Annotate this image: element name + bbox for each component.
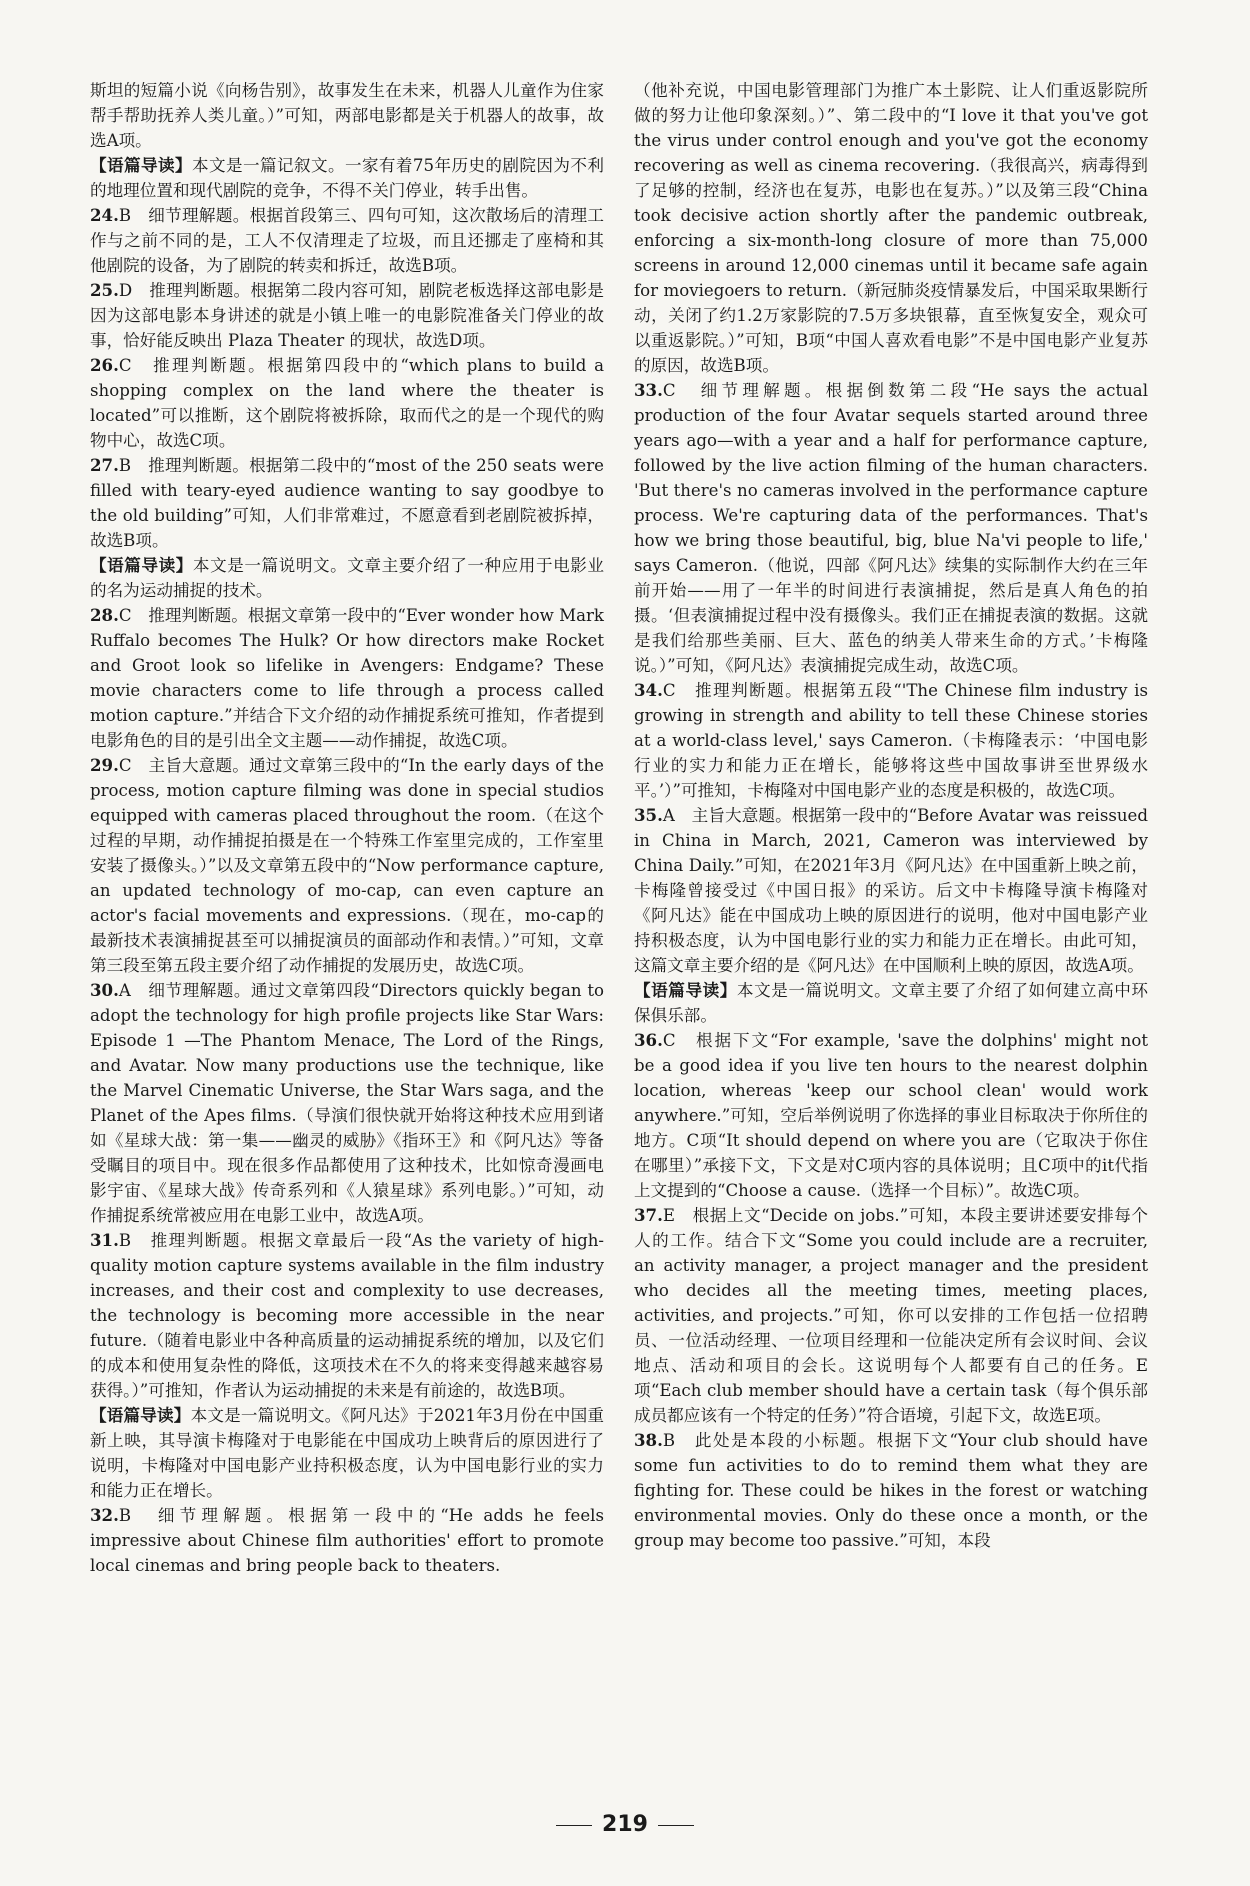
paragraph <box>634 1428 1148 1553</box>
paragraph-heading: 37. <box>634 1205 663 1225</box>
paragraph-text: C 根据下文“For example, 'save the dolphins' might not be a good idea if you live ten hours to the nearest dolphin location, whereas 'keep our school clean' would work anywhere.”可知，空后举例说明了你选择的事业目标取决于你所住的地方。C项“It should depend on where you are（它取决于你住在哪里）”承接下文，下文是对C项内容的具体说明；且C项中的it代指上文提到的“Choose a cause.（选择一个目标）”。故选C项。 <box>634 1031 1148 1200</box>
paragraph-heading: 36. <box>634 1030 663 1050</box>
paragraph <box>90 278 604 353</box>
paragraph <box>90 978 604 1228</box>
paragraph-heading: 26. <box>90 355 119 375</box>
paragraph-text: B 推理判断题。根据文章最后一段“As the variety of high-quality motion capture systems available in the film industry increases, and their cost and complexity to use decreases, the technology is becoming more accessible in the near future.（随着电影业中各种高质量的运动捕捉系统的增加，以及它们的成本和使用复杂性的降低，这项技术在不久的将来变得越来越容易获得。）”可推知，作者认为运动捕捉的未来是有前途的，故选B项。 <box>90 1231 604 1400</box>
paragraph-text: B 细节理解题。根据首段第三、四句可知，这次散场后的清理工作与之前不同的是，工人不仅清理走了垃圾，而且还挪走了座椅和其他剧院的设备，为了剧院的转卖和拆迁，故选B项。 <box>90 206 604 275</box>
paragraph-heading: 32. <box>90 1505 119 1525</box>
paragraph <box>90 78 604 153</box>
paragraph-text: 本文是一篇说明文。《阿凡达》于2021年3月份在中国重新上映，其导演卡梅隆对于电影能在中国成功上映背后的原因进行了说明，卡梅隆对中国电影产业持积极态度，认为中国电影行业的实力和能力正在增长。 <box>90 1406 604 1500</box>
paragraph <box>90 603 604 753</box>
paragraph-heading: 31. <box>90 1230 119 1250</box>
paragraph-text: B 此处是本段的小标题。根据下文“Your club should have some fun activities to do to remind them what they are fighting for. These could be hikes in the forest or watching environmental movies. Only do these once a month, or the group may become too passive.”可知，本段 <box>634 1431 1148 1550</box>
paragraph-text: D 推理判断题。根据第二段内容可知，剧院老板选择这部电影是因为这部电影本身讲述的就是小镇上唯一的电影院准备关门停业的故事，恰好能反映出 Plaza Theater 的现状，故选D项。 <box>90 281 604 350</box>
paragraph <box>634 78 1148 378</box>
paragraph-heading: 25. <box>90 280 119 300</box>
paragraph <box>90 553 604 603</box>
paragraph-text: C 细节理解题。根据倒数第二段“He says the actual production of the four Avatar sequels started around three years ago—with a year and a half for performance capture, followed by the live action filming of the human characters. 'But there's no cameras involved in the performance capture process. We're capturing data of the performances. That's how we bring those beautiful, big, blue Na'vi people to life,' says Cameron.（他说，四部《阿凡达》续集的实际制作大约在三年前开始——用了一年半的时间进行表演捕捉，然后是真人角色的拍摄。‘但表演捕捉过程中没有摄像头。我们正在捕捉表演的数据。这就是我们给那些美丽、巨大、蓝色的纳美人带来生命的方式。’卡梅隆说。）”可知，《阿凡达》表演捕捉完成生动，故选C项。 <box>634 381 1148 675</box>
paragraph-heading: 29. <box>90 755 119 775</box>
page-footer <box>0 1812 1250 1837</box>
paragraph-text: C 主旨大意题。通过文章第三段中的“In the early days of the process, motion capture filming was done in special studios equipped with cameras placed throughout the room.（在这个过程的早期，动作捕捉拍摄是在一个特殊工作室里完成的，工作室里安装了摄像头。）”以及文章第五段中的“Now performance capture, an updated technology of mo-cap, can even capture an actor's facial movements and expressions.（现在，mo-cap的最新技术表演捕捉甚至可以捕捉演员的面部动作和表情。）”可知，文章第三段至第五段主要介绍了动作捕捉的发展历史，故选C项。 <box>90 756 604 975</box>
paragraph <box>90 1503 604 1578</box>
paragraph-heading: 34. <box>634 680 663 700</box>
footer-dash-right <box>658 1825 694 1826</box>
paragraph <box>90 203 604 278</box>
paragraph <box>90 153 604 203</box>
paragraph-text: C 推理判断题。根据第五段“'The Chinese film industry is growing in strength and ability to tell these Chinese stories at a world-class level,' says Cameron.（卡梅隆表示：‘中国电影行业的实力和能力正在增长，能够将这些中国故事讲至世界级水平。’）”可推知，卡梅隆对中国电影产业的态度是积极的，故选C项。 <box>634 681 1148 800</box>
footer-dash-left <box>556 1825 592 1826</box>
paragraph <box>634 803 1148 978</box>
paragraph-text: 本文是一篇说明文。文章主要了介绍了如何建立高中环保俱乐部。 <box>634 981 1149 1025</box>
paragraph-text: 斯坦的短篇小说《向杨告别》，故事发生在未来，机器人儿童作为住家帮手帮助抚养人类儿童。）”可知，两部电影都是关于机器人的故事，故选A项。 <box>90 81 604 150</box>
paragraph-text: A 主旨大意题。根据第一段中的“Before Avatar was reissued in China in March, 2021, Cameron was interviewed by China Daily.”可知，在2021年3月《阿凡达》在中国重新上映之前，卡梅隆曾接受过《中国日报》的采访。后文中卡梅隆导演卡梅隆对《阿凡达》能在中国成功上映的原因进行的说明，他对中国电影产业持积极态度，认为中国电影行业的实力和能力正在增长。由此可知，这篇文章主要介绍的是《阿凡达》在中国顺利上映的原因，故选A项。 <box>634 806 1148 975</box>
right-column <box>634 78 1148 1553</box>
paragraph-text: B 细节理解题。根据第一段中的“He adds he feels impressive about Chinese film authorities' effort to promote local cinemas and bring people back to theaters. <box>90 1506 604 1575</box>
paragraph-text: （他补充说，中国电影管理部门为推广本土影院、让人们重返影院所做的努力让他印象深刻。）”、第二段中的“I love it that you've got the virus under control enough and you've got the economy recovering as well as cinema recovering.（我很高兴，病毒得到了足够的控制，经济也在复苏，电影也在复苏。）”以及第三段“China took decisive action shortly after the pandemic outbreak, enforcing a six-month-long closure of more than 75,000 screens in around 12,000 cinemas until it became safe again for moviegoers to return.（新冠肺炎疫情暴发后，中国采取果断行动，关闭了约1.2万家影院的7.5万多块银幕，直至恢复安全，观众可以重返影院。）”可知，B项“中国人喜欢看电影”不是中国电影产业复苏的原因，故选B项。 <box>634 81 1148 375</box>
paragraph-text: E 根据上文“Decide on jobs.”可知，本段主要讲述要安排每个人的工作。结合下文“Some you could include are a recruiter, an activity manager, a project manager and the president who decides all the meeting times, meeting places, activities, and projects.”可知，你可以安排的工作包括一位招聘员、一位活动经理、一位项目经理和一位能决定所有会议时间、会议地点、活动和项目的会长。这说明每个人都要有自己的任务。E项“Each club member should have a certain task（每个俱乐部成员都应该有一个特定的任务）”符合语境，引起下文，故选E项。 <box>634 1206 1148 1425</box>
paragraph <box>634 978 1148 1028</box>
paragraph <box>634 1203 1148 1428</box>
paragraph-text: C 推理判断题。根据文章第一段中的“Ever wonder how Mark Ruffalo becomes The Hulk? Or how directors make Rocket and Groot look so lifelike in Avengers: Endgame? These movie characters come to life through a process called motion capture.”并结合下文介绍的动作捕捉系统可推知，作者提到电影角色的目的是引出全文主题——动作捕捉，故选C项。 <box>90 606 604 750</box>
paragraph <box>90 1228 604 1403</box>
paragraph <box>90 1403 604 1503</box>
paragraph <box>634 1028 1148 1203</box>
paragraph-heading: 【语篇导读】 <box>90 155 192 175</box>
paragraph-heading: 33. <box>634 380 663 400</box>
paragraph-heading: 【语篇导读】 <box>634 980 737 1000</box>
paragraph <box>90 753 604 978</box>
paragraph-heading: 24. <box>90 205 119 225</box>
page-number: 219 <box>602 1812 648 1837</box>
paragraph-heading: 【语篇导读】 <box>90 555 193 575</box>
paragraph-text: B 推理判断题。根据第二段中的“most of the 250 seats were filled with teary-eyed audience wanting to say goodbye to the old building”可知，人们非常难过，不愿意看到老剧院被拆掉，故选B项。 <box>90 456 604 550</box>
paragraph-text: 本文是一篇记叙文。一家有着75年历史的剧院因为不利的地理位置和现代剧院的竞争，不得不关门停业，转手出售。 <box>90 156 604 200</box>
paragraph-heading: 30. <box>90 980 119 1000</box>
left-column <box>90 78 604 1578</box>
paragraph-heading: 【语篇导读】 <box>90 1405 191 1425</box>
paragraph-heading: 35. <box>634 805 663 825</box>
paragraph-text: C 推理判断题。根据第四段中的“which plans to build a shopping complex on the land where the theater is located”可以推断，这个剧院将被拆除，取而代之的是一个现代的购物中心，故选C项。 <box>90 356 604 450</box>
paragraph-text: A 细节理解题。通过文章第四段“Directors quickly began to adopt the technology for high profile projects like Star Wars: Episode 1 —The Phantom Menace, The Lord of the Rings, and Avatar. Now many productions use the technique, like the Marvel Cinematic Universe, the Star Wars saga, and the Planet of the Apes films.（导演们很快就开始将这种技术应用到诸如《星球大战：第一集——幽灵的威胁》《指环王》和《阿凡达》等备受瞩目的项目中。现在很多作品都使用了这种技术，比如惊奇漫画电影宇宙、《星球大战》传奇系列和《人猿星球》系列电影。）”可知，动作捕捉系统常被应用在电影工业中，故选A项。 <box>90 981 604 1225</box>
paragraph-heading: 27. <box>90 455 119 475</box>
paragraph <box>90 353 604 453</box>
paragraph-heading: 38. <box>634 1430 663 1450</box>
paragraph <box>634 678 1148 803</box>
paragraph <box>90 453 604 553</box>
paragraph-text: 本文是一篇说明文。文章主要介绍了一种应用于电影业的名为运动捕捉的技术。 <box>90 556 605 600</box>
paragraph-heading: 28. <box>90 605 119 625</box>
paragraph <box>634 378 1148 678</box>
